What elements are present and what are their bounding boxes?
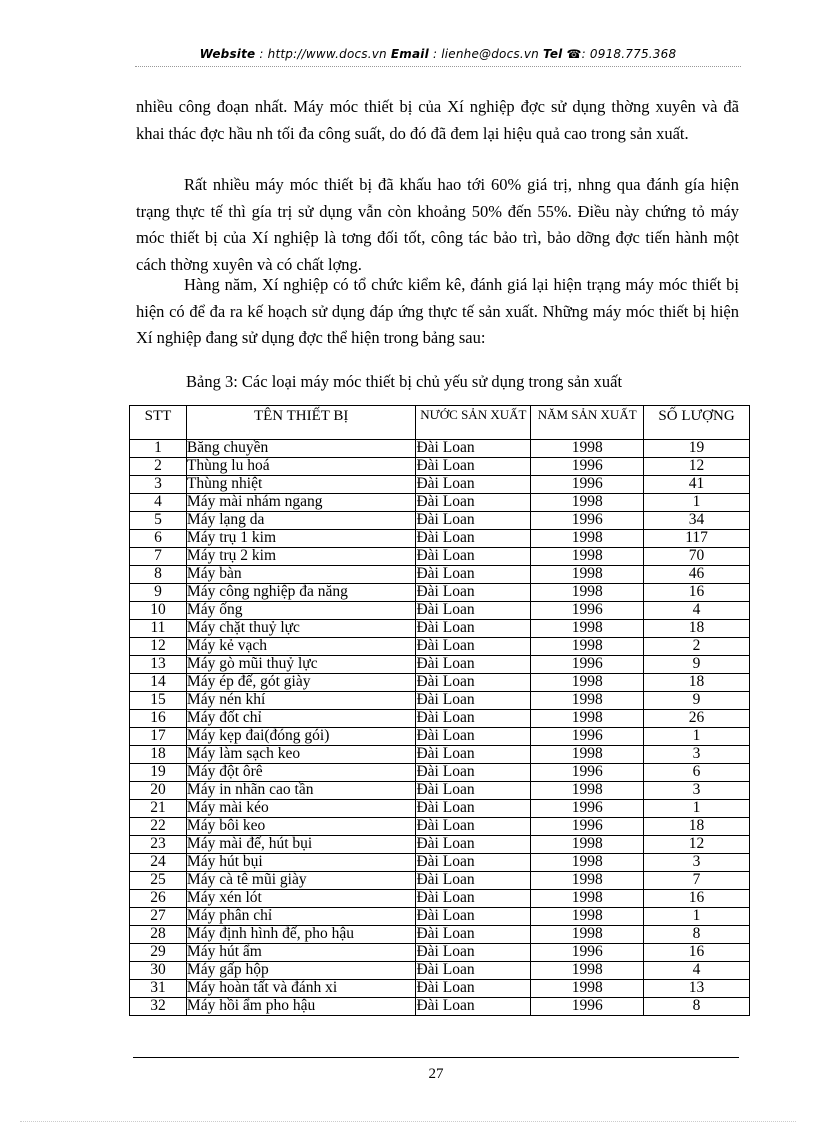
table-row xyxy=(130,980,750,998)
cell-quantity: 117 xyxy=(644,530,750,548)
cell-stt: 32 xyxy=(130,998,187,1016)
cell-quantity: 9 xyxy=(644,656,750,674)
cell-year: 1998 xyxy=(531,584,644,602)
equipment-table xyxy=(129,405,750,1016)
table-row xyxy=(130,890,750,908)
cell-quantity: 12 xyxy=(644,458,750,476)
email-label: Email xyxy=(390,47,429,61)
table-caption: Bảng 3: Các loại máy móc thiết bị chủ yếu sử dụng trong sản xuất xyxy=(186,372,623,391)
paragraph-2: Rất nhiều máy móc thiết bị đã khấu hao tới 60% giá trị, nhng qua đánh gía hiện trạng thực tế thì gía trị sử dụng vẫn còn khoảng 50% đến 55%. Điều này chứng tỏ máy móc thiết bị của Xí nghiệp là tơng đối tốt, công tác bảo trì, bảo dỡng đợc tiến hành một cách thờng xuyên và có chất lợng. xyxy=(136,175,739,274)
cell-quantity: 2 xyxy=(644,638,750,656)
cell-year: 1996 xyxy=(531,602,644,620)
cell-device-name: Máy bôi keo xyxy=(186,818,416,836)
cell-device-name: Máy kẹp đai(đóng gói) xyxy=(186,728,416,746)
table-row xyxy=(130,836,750,854)
cell-quantity: 3 xyxy=(644,854,750,872)
cell-year: 1998 xyxy=(531,638,644,656)
cell-device-name: Máy kẻ vạch xyxy=(186,638,416,656)
cell-device-name: Máy in nhãn cao tần xyxy=(186,782,416,800)
cell-country: Đài Loan xyxy=(416,728,531,746)
cell-year: 1996 xyxy=(531,998,644,1016)
table-row xyxy=(130,602,750,620)
cell-stt: 20 xyxy=(130,782,187,800)
table-row xyxy=(130,512,750,530)
cell-country: Đài Loan xyxy=(416,710,531,728)
paragraph-3: Hàng năm, Xí nghiệp có tổ chức kiểm kê, đánh giá lại hiện trạng máy móc thiết bị hiện có để đa ra kế hoạch sử dụng đáp ứng thực tế sản xuất. Những máy móc thiết bị hiện Xí nghiệp đang sử dụng đợc thể hiện trong bảng sau: xyxy=(136,275,739,347)
cell-device-name: Băng chuyền xyxy=(186,440,416,458)
cell-stt: 4 xyxy=(130,494,187,512)
table-row xyxy=(130,728,750,746)
cell-year: 1996 xyxy=(531,944,644,962)
cell-country: Đài Loan xyxy=(416,818,531,836)
page-edge xyxy=(20,1121,796,1122)
table-row xyxy=(130,818,750,836)
table-row xyxy=(130,782,750,800)
table-row xyxy=(130,476,750,494)
cell-device-name: Máy cà tê mũi giày xyxy=(186,872,416,890)
cell-country: Đài Loan xyxy=(416,512,531,530)
cell-device-name: Máy đột ôrê xyxy=(186,764,416,782)
cell-quantity: 13 xyxy=(644,980,750,998)
cell-quantity: 16 xyxy=(644,944,750,962)
cell-device-name: Máy gấp hộp xyxy=(186,962,416,980)
cell-stt: 24 xyxy=(130,854,187,872)
cell-stt: 1 xyxy=(130,440,187,458)
table-row xyxy=(130,494,750,512)
table-row xyxy=(130,872,750,890)
cell-stt: 27 xyxy=(130,908,187,926)
tel-label: Tel xyxy=(543,47,563,61)
cell-quantity: 4 xyxy=(644,602,750,620)
cell-quantity: 70 xyxy=(644,548,750,566)
cell-stt: 9 xyxy=(130,584,187,602)
cell-device-name: Máy lạng da xyxy=(186,512,416,530)
cell-country: Đài Loan xyxy=(416,548,531,566)
cell-year: 1996 xyxy=(531,800,644,818)
table-row xyxy=(130,908,750,926)
cell-stt: 10 xyxy=(130,602,187,620)
cell-device-name: Máy hoàn tất và đánh xi xyxy=(186,980,416,998)
cell-stt: 6 xyxy=(130,530,187,548)
table-row xyxy=(130,584,750,602)
cell-country: Đài Loan xyxy=(416,782,531,800)
table-row xyxy=(130,620,750,638)
cell-country: Đài Loan xyxy=(416,638,531,656)
cell-year: 1998 xyxy=(531,980,644,998)
cell-stt: 12 xyxy=(130,638,187,656)
cell-country: Đài Loan xyxy=(416,584,531,602)
table-row xyxy=(130,566,750,584)
table-row xyxy=(130,962,750,980)
cell-year: 1998 xyxy=(531,836,644,854)
cell-device-name: Máy công nghiệp đa năng xyxy=(186,584,416,602)
cell-quantity: 18 xyxy=(644,818,750,836)
cell-country: Đài Loan xyxy=(416,620,531,638)
cell-year: 1998 xyxy=(531,908,644,926)
cell-device-name: Máy gò mũi thuỷ lực xyxy=(186,656,416,674)
cell-year: 1996 xyxy=(531,728,644,746)
cell-year: 1998 xyxy=(531,962,644,980)
cell-country: Đài Loan xyxy=(416,656,531,674)
cell-country: Đài Loan xyxy=(416,692,531,710)
cell-year: 1998 xyxy=(531,620,644,638)
cell-quantity: 6 xyxy=(644,764,750,782)
cell-year: 1996 xyxy=(531,818,644,836)
cell-quantity: 8 xyxy=(644,926,750,944)
cell-year: 1998 xyxy=(531,710,644,728)
cell-year: 1996 xyxy=(531,458,644,476)
cell-quantity: 1 xyxy=(644,728,750,746)
cell-device-name: Máy mài đế, hút bụi xyxy=(186,836,416,854)
cell-stt: 11 xyxy=(130,620,187,638)
cell-year: 1998 xyxy=(531,746,644,764)
cell-quantity: 1 xyxy=(644,908,750,926)
cell-quantity: 34 xyxy=(644,512,750,530)
email-value[interactable]: : lienhe@docs.vn xyxy=(432,47,539,61)
cell-stt: 15 xyxy=(130,692,187,710)
cell-country: Đài Loan xyxy=(416,746,531,764)
cell-device-name: Máy hồi ẩm pho hậu xyxy=(186,998,416,1016)
header-quantity: SỐ LƯỢNG xyxy=(644,406,750,440)
cell-stt: 18 xyxy=(130,746,187,764)
cell-stt: 19 xyxy=(130,764,187,782)
table-row xyxy=(130,944,750,962)
cell-stt: 30 xyxy=(130,962,187,980)
cell-year: 1998 xyxy=(531,890,644,908)
cell-year: 1998 xyxy=(531,530,644,548)
cell-year: 1998 xyxy=(531,674,644,692)
cell-quantity: 46 xyxy=(644,566,750,584)
cell-stt: 16 xyxy=(130,710,187,728)
cell-stt: 22 xyxy=(130,818,187,836)
cell-device-name: Thùng nhiệt xyxy=(186,476,416,494)
cell-device-name: Máy chặt thuỷ lực xyxy=(186,620,416,638)
cell-quantity: 9 xyxy=(644,692,750,710)
cell-year: 1998 xyxy=(531,548,644,566)
cell-country: Đài Loan xyxy=(416,674,531,692)
cell-quantity: 7 xyxy=(644,872,750,890)
cell-country: Đài Loan xyxy=(416,980,531,998)
cell-quantity: 4 xyxy=(644,962,750,980)
table-row xyxy=(130,656,750,674)
cell-stt: 7 xyxy=(130,548,187,566)
cell-device-name: Máy định hình đế, pho hậu xyxy=(186,926,416,944)
cell-stt: 28 xyxy=(130,926,187,944)
cell-stt: 26 xyxy=(130,890,187,908)
cell-country: Đài Loan xyxy=(416,854,531,872)
cell-stt: 21 xyxy=(130,800,187,818)
cell-device-name: Máy phân chỉ xyxy=(186,908,416,926)
cell-country: Đài Loan xyxy=(416,998,531,1016)
cell-quantity: 18 xyxy=(644,620,750,638)
header-device-name: TÊN THIẾT BỊ xyxy=(186,406,416,440)
cell-device-name: Máy mài kéo xyxy=(186,800,416,818)
cell-country: Đài Loan xyxy=(416,944,531,962)
footer-divider xyxy=(133,1057,739,1058)
cell-year: 1998 xyxy=(531,872,644,890)
cell-device-name: Máy ống xyxy=(186,602,416,620)
cell-device-name: Máy hút bụi xyxy=(186,854,416,872)
cell-country: Đài Loan xyxy=(416,872,531,890)
cell-year: 1998 xyxy=(531,926,644,944)
table-row xyxy=(130,746,750,764)
cell-quantity: 41 xyxy=(644,476,750,494)
cell-stt: 5 xyxy=(130,512,187,530)
cell-device-name: Máy mài nhám ngang xyxy=(186,494,416,512)
cell-country: Đài Loan xyxy=(416,566,531,584)
cell-device-name: Máy bàn xyxy=(186,566,416,584)
cell-quantity: 1 xyxy=(644,800,750,818)
cell-country: Đài Loan xyxy=(416,764,531,782)
cell-stt: 29 xyxy=(130,944,187,962)
header-year: NĂM SẢN XUẤT xyxy=(531,406,644,440)
cell-country: Đài Loan xyxy=(416,800,531,818)
cell-quantity: 12 xyxy=(644,836,750,854)
cell-year: 1996 xyxy=(531,512,644,530)
cell-country: Đài Loan xyxy=(416,908,531,926)
table-header-row xyxy=(130,406,750,440)
cell-device-name: Máy ép đế, gót giày xyxy=(186,674,416,692)
cell-device-name: Máy xén lót xyxy=(186,890,416,908)
table-body xyxy=(130,440,750,1016)
table-row xyxy=(130,638,750,656)
cell-year: 1998 xyxy=(531,782,644,800)
cell-device-name: Máy đốt chỉ xyxy=(186,710,416,728)
cell-country: Đài Loan xyxy=(416,962,531,980)
cell-country: Đài Loan xyxy=(416,890,531,908)
cell-year: 1998 xyxy=(531,692,644,710)
cell-quantity: 3 xyxy=(644,746,750,764)
cell-country: Đài Loan xyxy=(416,440,531,458)
cell-stt: 2 xyxy=(130,458,187,476)
cell-stt: 23 xyxy=(130,836,187,854)
cell-stt: 17 xyxy=(130,728,187,746)
cell-quantity: 18 xyxy=(644,674,750,692)
cell-device-name: Máy làm sạch keo xyxy=(186,746,416,764)
cell-device-name: Máy nén khí xyxy=(186,692,416,710)
cell-stt: 14 xyxy=(130,674,187,692)
table-row xyxy=(130,692,750,710)
cell-year: 1998 xyxy=(531,440,644,458)
cell-device-name: Máy trụ 2 kim xyxy=(186,548,416,566)
cell-quantity: 1 xyxy=(644,494,750,512)
cell-stt: 8 xyxy=(130,566,187,584)
cell-year: 1998 xyxy=(531,494,644,512)
cell-year: 1996 xyxy=(531,656,644,674)
cell-quantity: 16 xyxy=(644,890,750,908)
cell-device-name: Máy trụ 1 kim xyxy=(186,530,416,548)
cell-year: 1998 xyxy=(531,854,644,872)
table-row xyxy=(130,854,750,872)
cell-country: Đài Loan xyxy=(416,476,531,494)
table-row xyxy=(130,530,750,548)
cell-country: Đài Loan xyxy=(416,530,531,548)
table-row xyxy=(130,458,750,476)
cell-year: 1998 xyxy=(531,566,644,584)
tel-value: : 0918.775.368 xyxy=(581,47,677,61)
header-country: NƯỚC SẢN XUẤT xyxy=(416,406,531,440)
website-value[interactable]: : http://www.docs.vn xyxy=(259,47,387,61)
phone-icon: ☎ xyxy=(566,47,582,61)
cell-country: Đài Loan xyxy=(416,602,531,620)
cell-stt: 31 xyxy=(130,980,187,998)
table-row xyxy=(130,674,750,692)
cell-device-name: Máy hút ẩm xyxy=(186,944,416,962)
cell-country: Đài Loan xyxy=(416,494,531,512)
cell-quantity: 3 xyxy=(644,782,750,800)
table-row xyxy=(130,998,750,1016)
cell-year: 1996 xyxy=(531,764,644,782)
header-divider xyxy=(135,66,741,67)
cell-device-name: Thùng lu hoá xyxy=(186,458,416,476)
website-label: Website xyxy=(199,47,256,61)
table-row xyxy=(130,440,750,458)
cell-country: Đài Loan xyxy=(416,836,531,854)
header-stt: STT xyxy=(130,406,187,440)
cell-stt: 25 xyxy=(130,872,187,890)
cell-stt: 13 xyxy=(130,656,187,674)
cell-quantity: 16 xyxy=(644,584,750,602)
cell-year: 1996 xyxy=(531,476,644,494)
table-row xyxy=(130,548,750,566)
table-row xyxy=(130,764,750,782)
cell-country: Đài Loan xyxy=(416,458,531,476)
cell-quantity: 26 xyxy=(644,710,750,728)
page-header xyxy=(135,47,741,61)
cell-stt: 3 xyxy=(130,476,187,494)
cell-quantity: 8 xyxy=(644,998,750,1016)
table-row xyxy=(130,800,750,818)
cell-country: Đài Loan xyxy=(416,926,531,944)
table-row xyxy=(130,926,750,944)
paragraph-1: nhiều công đoạn nhất. Máy móc thiết bị của Xí nghiệp đợc sử dụng thờng xuyên và đã khai thác đợc hầu nh tối đa công suất, do đó đã đem lại hiệu quả cao trong sản xuất. xyxy=(136,97,739,143)
table-row xyxy=(130,710,750,728)
cell-quantity: 19 xyxy=(644,440,750,458)
page-number: 27 xyxy=(428,1066,444,1082)
